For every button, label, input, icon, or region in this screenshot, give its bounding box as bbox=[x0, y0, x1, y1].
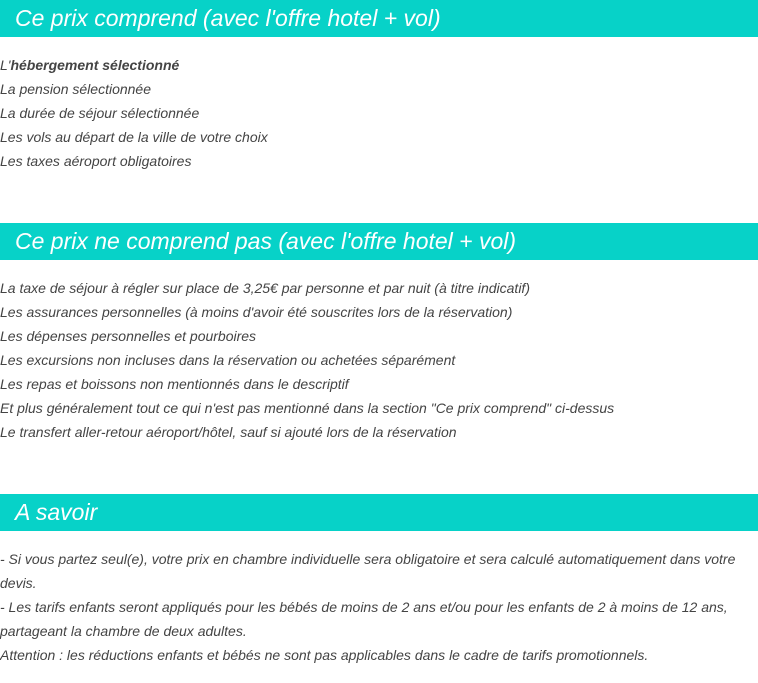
included-item-prefix: L' bbox=[0, 57, 11, 73]
not-included-item: Les repas et boissons non mentionnés dans le descriptif bbox=[0, 376, 349, 392]
section-heading-included: Ce prix comprend (avec l'offre hotel + vol) bbox=[0, 0, 758, 37]
not-included-item: Le transfert aller-retour aéroport/hôtel, sauf si ajouté lors de la réservation bbox=[0, 424, 457, 440]
not-included-item: Et plus généralement tout ce qui n'est pas mentionné dans la section "Ce prix comprend" ci-dessus bbox=[0, 400, 615, 416]
included-list bbox=[0, 53, 758, 173]
not-included-item: Les assurances personnelles (à moins d'avoir été souscrites lors de la réservation) bbox=[0, 304, 513, 320]
included-item: La pension sélectionnée bbox=[0, 81, 152, 97]
not-included-item: La taxe de séjour à régler sur place de 3,25€ par personne et par nuit (à titre indicatif) bbox=[0, 280, 530, 296]
not-included-list bbox=[0, 276, 758, 444]
not-included-item: Les excursions non incluses dans la réservation ou achetées séparément bbox=[0, 352, 456, 368]
not-included-item: Les dépenses personnelles et pourboires bbox=[0, 328, 257, 344]
info-paragraph-children: - Les tarifs enfants seront appliqués pour les bébés de moins de 2 ans et/ou pour les enfants de 2 à moins de 12 ans, partageant la chambre de deux adultes. bbox=[0, 599, 728, 639]
info-paragraph-solo: - Si vous partez seul(e), votre prix en chambre individuelle sera obligatoire et sera calculé automatiquement dans votre devis. bbox=[0, 551, 736, 591]
included-item: Les vols au départ de la ville de votre choix bbox=[0, 129, 268, 145]
section-heading-not-included: Ce prix ne comprend pas (avec l'offre hotel + vol) bbox=[0, 223, 758, 260]
included-item: La durée de séjour sélectionnée bbox=[0, 105, 200, 121]
included-item-bold: hébergement sélectionné bbox=[10, 57, 180, 73]
included-item bbox=[0, 53, 758, 77]
section-heading-a-savoir: A savoir bbox=[0, 494, 758, 531]
info-paragraph-attention: Attention : les réductions enfants et bébés ne sont pas applicables dans le cadre de tarifs promotionnels. bbox=[0, 647, 649, 663]
included-item: Les taxes aéroport obligatoires bbox=[0, 153, 192, 169]
